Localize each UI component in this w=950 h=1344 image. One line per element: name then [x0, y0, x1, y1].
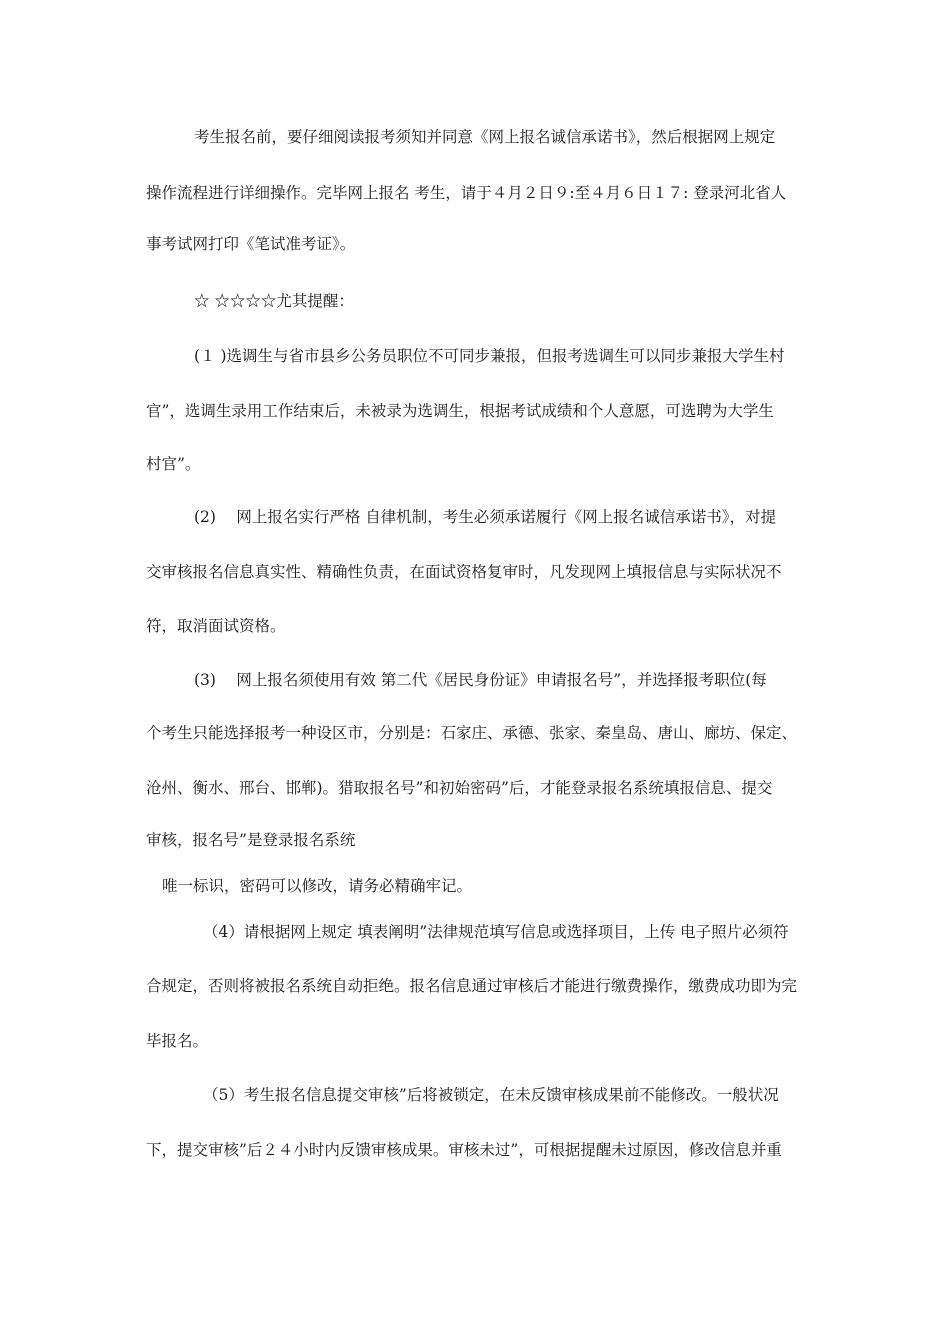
paragraph-intro-line-2: 操作流程进行详细操作。完毕网上报名 考生，请于４月２日９:至４月６日１７: 登录河北省人 [146, 184, 787, 202]
item-3-line-1: (3) 网上报名须使用有效 第二代《居民身份证》申请报名号”，并选择报考职位(每 [194, 671, 767, 689]
item-1-line-1: (１ )选调生与省市县乡公务员职位不可同步兼报，但报考选调生可以同步兼报大学生村 [194, 347, 785, 365]
item-3-line-2: 个考生只能选择报考一种设区市，分别是：石家庄、承德、张家、秦皇岛、唐山、廊坊、保定、 [146, 724, 798, 742]
item-5-line-1: （5）考生报名信息提交审核”后将被锁定，在未反馈审核成果前不能修改。一般状况 [203, 1086, 779, 1104]
item-2-line-3: 符，取消面试资格。 [146, 617, 286, 635]
item-3-line-4: 审核，报名号”是登录报名系统 [146, 831, 356, 849]
paragraph-intro-line-1: 考生报名前，要仔细阅读报考须知并同意《网上报名诚信承诺书》，然后根据网上规定 [194, 128, 776, 146]
item-2-line-2: 交审核报名信息真实性、精确性负责，在面试资格复审时，凡发现网上填报信息与实际状况不 [146, 563, 782, 581]
item-4-line-2: 合规定，否则将被报名系统自动拒绝。报名信息通过审核后才能进行缴费操作，缴费成功即为完 [146, 977, 798, 995]
item-1-line-2: 官”，选调生录用工作结束后，未被录为选调生，根据考试成绩和个人意愿，可选聘为大学生 [146, 402, 774, 420]
item-4-line-1: （4）请根据网上规定 填表阐明”法律规范填写信息或选择项目，上传 电子照片必须符 [203, 923, 789, 941]
item-5-line-2: 下，提交审核”后２４小时内反馈审核成果。审核未过”，可根据提醒未过原因，修改信息并重 [146, 1141, 782, 1159]
paragraph-intro-line-3: 事考试网打印《笔试准考证》。 [146, 235, 356, 253]
item-3-line-3: 沧州、衡水、邢台、邯郸)。猎取报名号”和初始密码”后，才能登录报名系统填报信息、提交 [146, 779, 773, 797]
item-3-line-5: 唯一标识，密码可以修改，请务必精确牢记。 [162, 877, 473, 895]
reminder-heading: ☆ ☆☆☆☆尤其提醒： [194, 292, 354, 310]
item-2-line-1: (2) 网上报名实行严格 自律机制，考生必须承诺履行《网上报名诚信承诺书》，对提 [194, 508, 777, 526]
item-1-line-3: 村官”。 [146, 455, 201, 473]
item-4-line-3: 毕报名。 [146, 1032, 209, 1050]
